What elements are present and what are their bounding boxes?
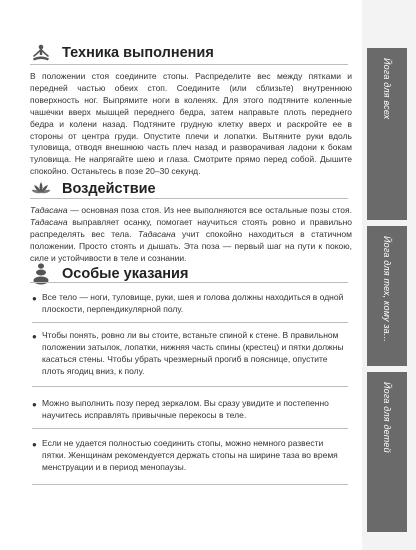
technique-divider — [30, 64, 348, 65]
side-tab-label: Йога для всех — [382, 58, 392, 120]
effect-term: Тадасана — [138, 228, 176, 239]
bullet-dot: ● — [32, 332, 37, 341]
tip-divider — [32, 484, 348, 485]
effect-divider — [30, 198, 348, 199]
tip-text: Все тело — ноги, туловище, руки, шея и голова должны находиться в одной плоскости, перпендикулярной полу. — [42, 292, 344, 314]
tip-text: Чтобы понять, ровно ли вы стоите, встаньте спиной к стене. В правильном положении затылок, лопатки, нижняя часть спины (крестец) и пятки должны касаться стены. Чтобы убрать чрезмерный прогиб в пояснице, опустите плоть ягодиц вниз, к полу. — [42, 330, 344, 376]
tip-text: Можно выполнить позу перед зеркалом. Вы сразу увидите и постепенно научитесь исправлять привычные перекосы в теле. — [42, 398, 329, 420]
tip-item — [32, 330, 348, 378]
tip-text: Если не удается полностью соединить стопы, можно немного развести пятки. Женщинам рекомендуется держать стопы на ширине таза во время менструации и в период менопаузы. — [42, 438, 338, 472]
side-tab-yoga-over[interactable] — [367, 226, 407, 366]
bullet-dot: ● — [32, 294, 37, 303]
tips-title: Особые указания — [62, 266, 189, 282]
effect-heading — [30, 180, 156, 198]
tip-item — [32, 292, 348, 316]
technique-text: В положении стоя соедините стопы. Распределите вес между пятками и передней частью обеих стоп. Соедините (или сблизьте) внутреннюю поверхность ног. Выпрямите ноги в коленях. Для этого подтяните коленные чашечки вверх мышцей переднего бедра, затем направьте плоть переднего бедра и колени назад. Подтяните грудную клетку вверх и раскройте ее в стороны от центра груди. Опустите плечи и лопатки. Вытяните руки вдоль туловища, отводя внешнюю часть плеч назад и разворачивая ладони к бокам туловища. Не напрягайте шею и глаза. Смотрите прямо перед собой. Дышите спокойно. Останьтесь в позе 20–30 секунд. — [30, 71, 352, 177]
effect-text-part: учит спокойно находиться в статичном положении. Просто стоять и дышать. Эта поза — первый шаг на пути к покою, силе и устойчивости в теле и сознании. — [30, 228, 352, 263]
side-tab-yoga-kids[interactable] — [367, 372, 407, 532]
bullet-dot: ● — [32, 400, 37, 409]
lotus-icon — [30, 180, 52, 198]
technique-heading — [30, 44, 214, 62]
effect-text-part: — основная поза стоя. Из нее выполняются все остальные позы стоя. — [67, 205, 352, 215]
effect-title: Воздействие — [62, 181, 156, 197]
tips-divider-top — [30, 282, 348, 283]
bullet-dot: ● — [32, 440, 37, 449]
effect-term: Тадасана — [30, 216, 68, 227]
effect-text — [30, 205, 352, 265]
tip-divider — [32, 428, 348, 429]
meditation-figure-icon — [30, 44, 52, 62]
technique-title: Техника выполнения — [62, 45, 214, 61]
side-tab-yoga-for-all[interactable] — [367, 48, 407, 220]
tip-item — [32, 438, 348, 474]
effect-term: Тадасана — [30, 205, 68, 215]
side-tab-label: Йога для тех, кому за... — [382, 236, 392, 342]
side-tab-label: Йога для детей — [382, 382, 392, 453]
tip-divider — [32, 322, 348, 323]
effect-text-part: выправляет осанку, помогает научиться стоять ровно и правильно распределять вес тела. — [30, 216, 352, 239]
tip-item — [32, 398, 348, 422]
tip-divider — [32, 386, 348, 387]
